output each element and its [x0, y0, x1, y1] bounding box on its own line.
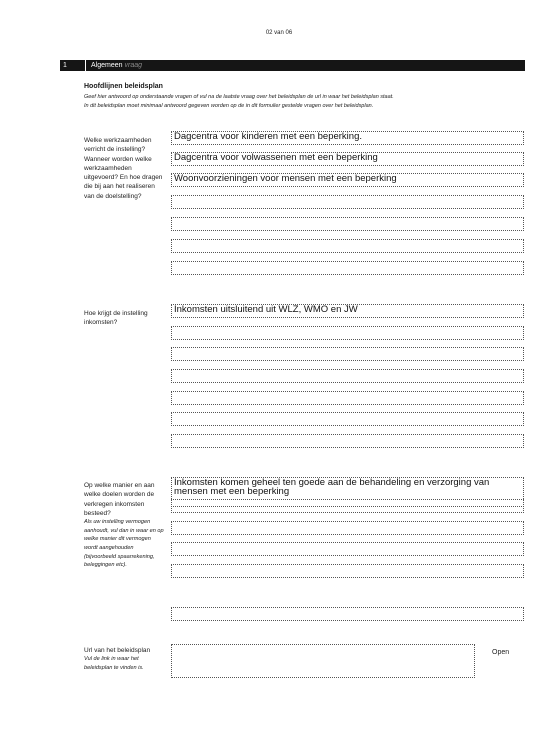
- question-inkomsten: Hoe krijgt de instelling inkomsten?: [84, 310, 148, 327]
- answer-text: Woonvoorzieningen voor mensen met een beperking: [174, 173, 397, 184]
- answer-text: Dagcentra voor kinderen met een beperking.: [174, 131, 363, 142]
- answer-field[interactable]: [171, 261, 524, 275]
- section-header-bar: [60, 60, 525, 71]
- answer-field[interactable]: [171, 347, 524, 361]
- answer-text: Inkomsten komen geheel ten goede aan de behandeling en verzorging van mensen met een beperking: [174, 477, 490, 497]
- answer-field[interactable]: [171, 304, 524, 318]
- section-number: 1: [63, 62, 67, 69]
- intro-line-1: Geef hier antwoord op onderstaande vragen of vul na de laatste vraag over het beleidsplan de url in waar het beleidsplan staat.: [84, 94, 394, 100]
- answer-field[interactable]: [171, 152, 524, 166]
- answer-field[interactable]: [171, 391, 524, 405]
- answer-text: Dagcentra voor volwassenen met een beperking: [174, 152, 378, 163]
- answer-field[interactable]: [171, 542, 524, 556]
- question-url-note: Vul de link in waar het beleidsplan te vinden is.: [84, 656, 144, 671]
- answer-field[interactable]: [171, 564, 524, 578]
- question-werkzaamheden: Welke werkzaamheden verricht de instelling? Wanneer worden welke werkzaamheden uitgevoerd? En hoe dragen die bij aan het realiseren van de doelstelling?: [84, 137, 163, 200]
- question-url: [84, 646, 166, 672]
- answer-field[interactable]: [171, 412, 524, 426]
- answer-field[interactable]: [171, 434, 524, 448]
- section-title: [91, 60, 142, 71]
- question-besteding: [84, 481, 166, 570]
- answer-field[interactable]: [171, 173, 524, 187]
- open-link-button[interactable]: Open: [492, 649, 510, 656]
- answer-field[interactable]: [171, 217, 524, 231]
- intro-line-2: In dit beleidsplan moet minimaal antwoord gegeven worden op de in dit formulier gestelde vragen over het beleidsplan.: [84, 103, 374, 109]
- answer-field[interactable]: [171, 195, 524, 209]
- answer-field[interactable]: [171, 499, 524, 513]
- page-number: 02 van 06: [265, 30, 293, 36]
- section-title-text: Algemeen: [91, 62, 123, 69]
- question-besteding-text: Op welke manier en aan welke doelen worden de verkregen inkomsten besteed?: [84, 482, 155, 517]
- answer-text: Inkomsten uitsluitend uit WLZ, WMO en JW: [174, 304, 358, 315]
- section-divider: [85, 60, 86, 71]
- url-input[interactable]: [171, 644, 475, 678]
- answer-field[interactable]: [171, 521, 524, 535]
- section-subtitle: vraag: [124, 62, 143, 69]
- intro-title: Hoofdlijnen beleidsplan: [84, 83, 163, 90]
- answer-field[interactable]: [171, 239, 524, 253]
- answer-field[interactable]: [171, 369, 524, 383]
- question-url-text: Url van het beleidsplan: [84, 647, 151, 654]
- question-besteding-note: Als uw instelling vermogen aanhoudt, vul dan in waar en op welke manier dit vermogen wordt aangehouden (bijvoorbeeld spaarrekening, beleggingen etc).: [84, 519, 164, 569]
- answer-field[interactable]: [171, 607, 524, 621]
- answer-field[interactable]: [171, 326, 524, 340]
- answer-field[interactable]: [171, 131, 524, 145]
